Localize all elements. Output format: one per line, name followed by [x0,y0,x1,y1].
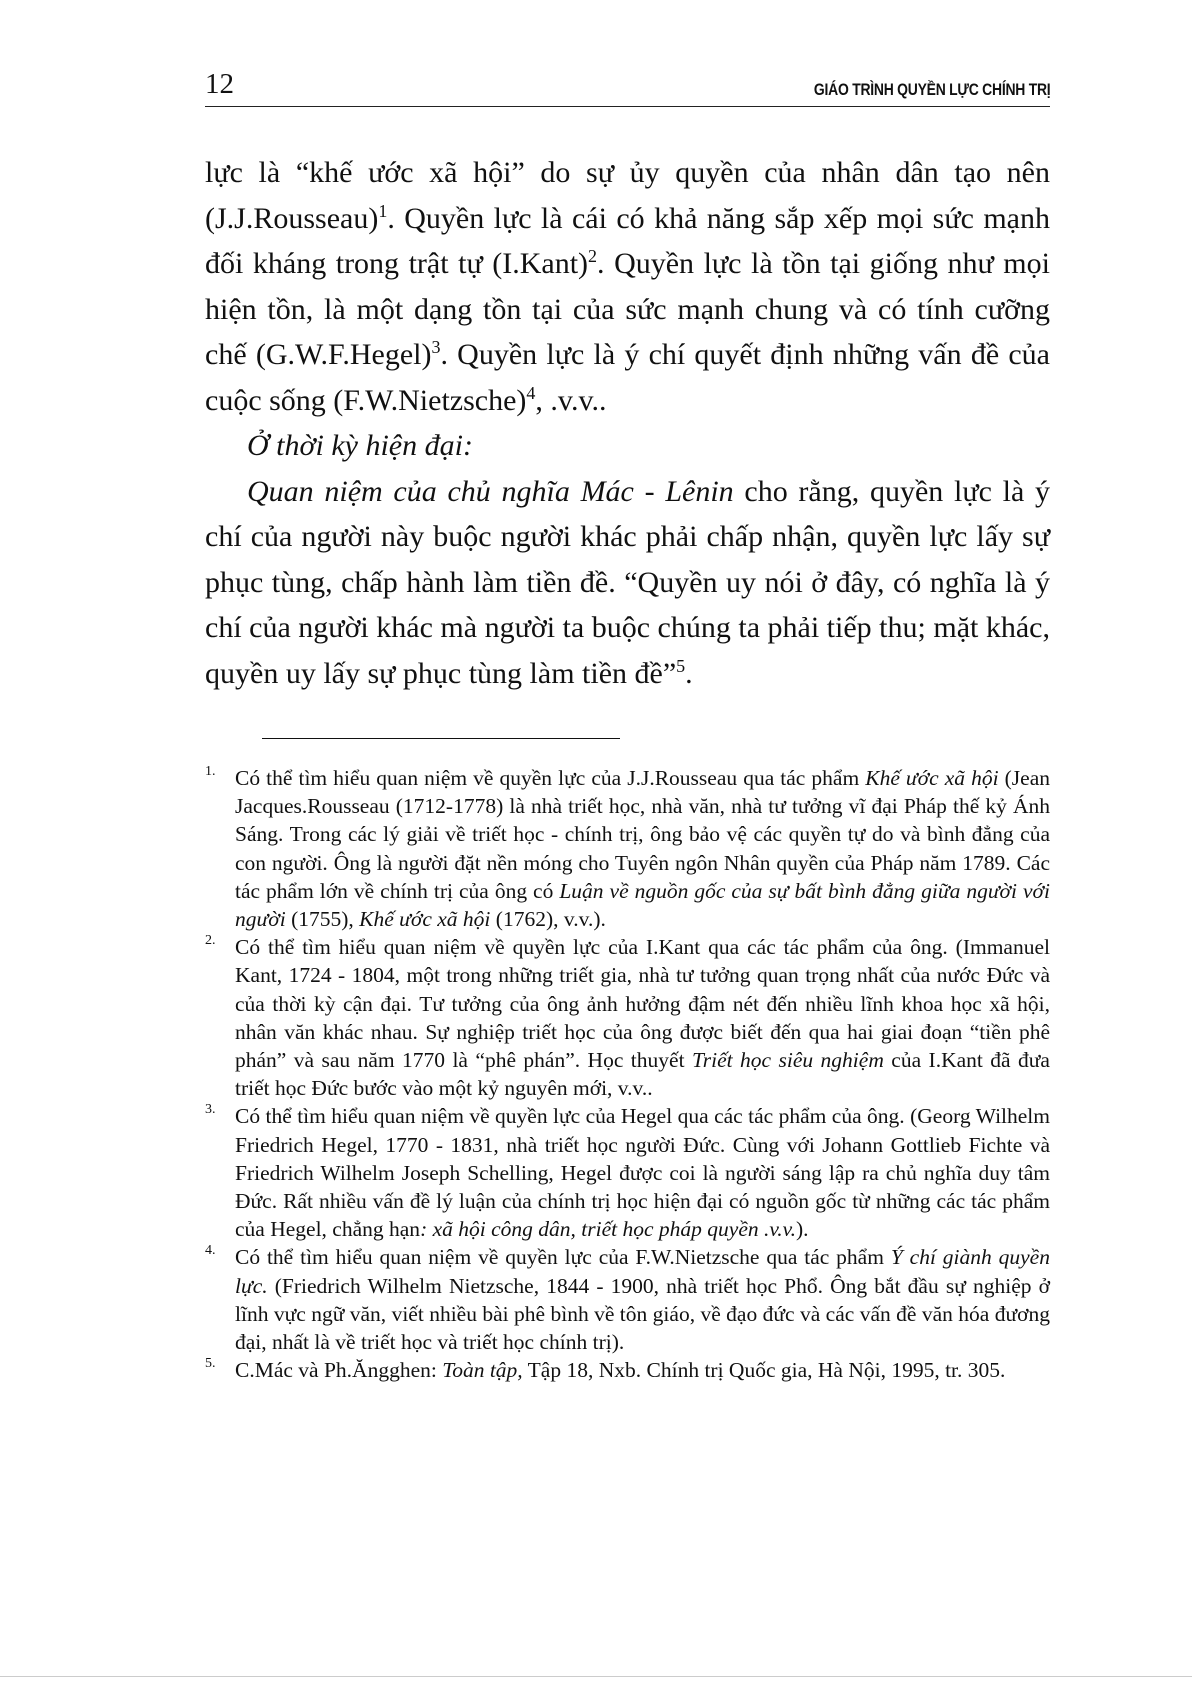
footnote-ref-3: 3 [431,337,441,357]
section-heading: Ở thời kỳ hiện đại: [247,429,473,462]
footnote-ref-1: 1 [378,200,388,221]
paragraph-1: lực là “khế ước xã hội” do sự ủy quyền của nhân dân tạo nên (J.J.Rousseau)$^1$. Quyền lực là cái có khả năng sắp xếp mọi sức mạnh đối kháng trong trật tự (I.Kant)$^2$. Quyền lực là tồn tại giống như mọi hiện tồn, là một dạng tồn tại của sức mạnh chung và có tính cưỡng chế (G.W.F.Hegel)$^3$. Quyền lực là ý chí quyết định những vấn đề của cuộc sống (F.W.Nietzsche)$^4$, .v.v.. [205,156,1050,417]
footnote-ref-4: 4 [526,382,536,403]
footnote-1: 1. Có thể tìm hiểu quan niệm về quyền lực của J.J.Rousseau qua tác phẩm Khế ước xã hội (Jean Jacques.Rousseau (1712-1778) là nhà triết học, nhà văn, nhà tư tưởng vĩ đại Pháp thế kỷ Ánh Sáng. Trong các lý giải về triết học - chính trị, ông bảo vệ các quyền tự do và bình đẳng của con người. Ông là người đặt nền móng cho Tuyên ngôn Nhân quyền của Pháp năm 1789. Các tác phẩm lớn về chính trị của ông có Luận về nguồn gốc của sự bất bình đẳng giữa người với người (1755), Khế ước xã hội (1762), v.v.). [205,764,1050,932]
footnote-3: 3. Có thể tìm hiểu quan niệm về quyền lực của Hegel qua các tác phẩm của ông. (Georg Wilhelm Friedrich Hegel, 1770 - 1831, nhà triết học người Đức. Cùng với Johann Gottlieb Fichte và Friedrich Wilhelm Joseph Schelling, Hegel được coi là người sáng lập ra chủ nghĩa duy tâm Đức. Rất nhiều vấn đề lý luận của chính trị học hiện đại có nguồn gốc từ những các tác phẩm của Hegel, chẳng hạn: xã hội công dân, triết học pháp quyền .v.v.). [205,1102,1050,1242]
footnote-separator [262,738,620,739]
footnote-4: 4. Có thể tìm hiểu quan niệm về quyền lực của F.W.Nietzsche qua tác phẩm Ý chí giành quyền lực. (Friedrich Wilhelm Nietzsche, 1844 - 1900, nhà triết học Phổ. Ông bắt đầu sự nghiệp ở lĩnh vực ngữ văn, viết nhiều bài phê bình về tôn giáo, về đạo đức và các vấn đề văn hóa đương đại, nhất là về triết học và triết học chính trị). [205,1243,1050,1355]
running-title: GIÁO TRÌNH QUYỀN LỰC CHÍNH TRỊ [813,80,1050,99]
footnote-ref-2: 2 [588,246,598,266]
page-header [205,66,1050,107]
page-number: 12 [205,68,234,100]
footnote-5: 5. C.Mác và Ph.Ăngghen: Toàn tập, Tập 18, Nxb. Chính trị Quốc gia, Hà Nội, 1995, tr. 305. [205,1356,1006,1383]
footnote-2: 2. Có thể tìm hiểu quan niệm về quyền lực của I.Kant qua các tác phẩm của ông. (Immanuel Kant, 1724 - 1804, một trong những triết gia, nhà tư tưởng quan trọng nhất của nước Đức và của thời kỳ cận đại. Tư tưởng của ông ảnh hưởng đậm nét đến nhiều lĩnh khoa học xã hội, nhân văn khác nhau. Sự nghiệp triết học của ông được biết đến qua hai giai đoạn “tiền phê phán” và sau năm 1770 là “phê phán”. Học thuyết Triết học siêu nghiệm của I.Kant đã đưa triết học Đức bước vào một kỷ nguyên mới, v.v.. [205,933,1050,1101]
paragraph-2: Quan niệm của chủ nghĩa Mác - Lênin cho rằng, quyền lực là ý chí của người này buộc người khác phải chấp nhận, quyền lực lấy sự phục tùng, chấp hành làm tiền đề. “Quyền uy nói ở đây, có nghĩa là ý chí của người khác mà người ta buộc chúng ta phải tiếp thu; mặt khác, quyền uy lấy sự phục tùng làm tiền đề”$^5$. [205,474,1051,690]
main-text [205,150,1050,696]
scan-edge-line [0,1676,1192,1677]
footnotes [205,764,1050,1384]
footnote-ref-5: 5 [676,655,686,676]
